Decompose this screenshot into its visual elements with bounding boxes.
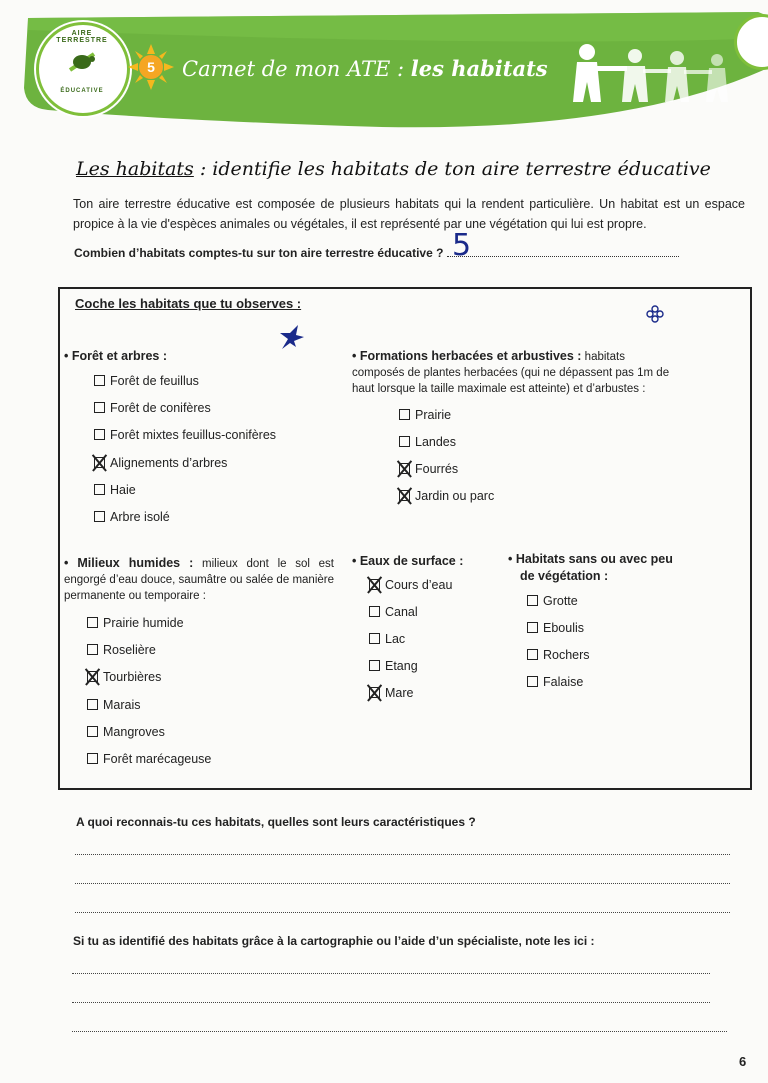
checkbox-label: Landes — [415, 435, 457, 449]
checkbox-icon[interactable] — [94, 375, 105, 386]
checkbox-label: Etang — [385, 659, 418, 673]
checkbox-item[interactable] — [369, 632, 405, 646]
checkbox-item[interactable] — [369, 578, 452, 592]
checkbox-item[interactable] — [527, 675, 583, 689]
checkbox-label: Mare — [385, 686, 414, 700]
checkbox-item[interactable] — [369, 659, 418, 673]
checkbox-label: Cours d’eau — [385, 578, 453, 592]
checkbox-label: Alignements d’arbres — [110, 456, 228, 470]
checkbox-item[interactable] — [527, 594, 578, 608]
checkbox-label: Grotte — [543, 594, 578, 608]
checkbox-item[interactable] — [94, 510, 170, 524]
checkbox-item[interactable] — [369, 686, 413, 700]
checkbox-icon[interactable] — [527, 649, 538, 660]
category-habitats-sans-vegetation: • Habitats sans ou avec peu — [508, 552, 673, 566]
checkbox-item[interactable] — [94, 428, 276, 442]
category-description: milieux dont le sol est engorgé d’eau douce, saumâtre ou salée de manière permanente ou temporaire : — [64, 558, 334, 602]
checkbox-icon[interactable] — [87, 617, 98, 628]
banner-title — [182, 56, 548, 81]
checkbox-icon[interactable] — [87, 699, 98, 710]
checkbox-icon[interactable] — [527, 622, 538, 633]
checkbox-item[interactable] — [87, 643, 156, 657]
checkbox-checked-icon[interactable] — [399, 463, 410, 474]
habitat-count-answer-line[interactable] — [447, 246, 679, 257]
turtle-logo-icon — [66, 46, 98, 78]
checkbox-label: Marais — [103, 698, 141, 712]
category-name: • Milieux humides : — [64, 556, 194, 570]
sun-icon — [128, 44, 174, 90]
checkbox-icon[interactable] — [527, 595, 538, 606]
checkbox-label: Roselière — [103, 643, 156, 657]
page-number: 6 — [739, 1054, 747, 1069]
category-milieux-humides — [64, 555, 334, 604]
checkbox-label: Eboulis — [543, 621, 584, 635]
checkbox-checked-icon[interactable] — [399, 490, 410, 501]
checkbox-label: Tourbières — [103, 670, 162, 684]
checkbox-label: Falaise — [543, 675, 584, 689]
checkbox-icon[interactable] — [87, 726, 98, 737]
checkbox-checked-icon[interactable] — [87, 671, 98, 682]
checkbox-checked-icon[interactable] — [369, 687, 380, 698]
checkbox-label: Forêt de conifères — [110, 401, 211, 415]
checkbox-item[interactable] — [94, 401, 211, 415]
checkbox-item[interactable] — [94, 456, 227, 470]
section-title-underlined: Les habitats — [76, 158, 194, 180]
checkbox-item[interactable] — [87, 616, 184, 630]
checkbox-item[interactable] — [399, 408, 451, 422]
section-title-rest: : identifie les habitats de ton aire terrestre éducative — [193, 158, 711, 180]
flower-doodle-icon — [646, 305, 664, 323]
banner-title-main: les habitats — [410, 56, 548, 81]
category-habitats-sans-vegetation-line2: de végétation : — [520, 569, 609, 583]
star-doodle-icon — [278, 325, 306, 351]
habitat-count-question — [74, 246, 679, 260]
checkbox-item[interactable] — [87, 725, 165, 739]
checkbox-icon[interactable] — [94, 402, 105, 413]
checkbox-label: Haie — [110, 483, 136, 497]
checkbox-icon[interactable] — [399, 436, 410, 447]
answer-line[interactable] — [72, 1002, 710, 1003]
category-formations-herbacees — [352, 348, 678, 397]
logo-text-top: AIRE TERRESTRE — [56, 30, 108, 44]
checkbox-icon[interactable] — [94, 484, 105, 495]
checkbox-icon[interactable] — [94, 511, 105, 522]
people-chain-icon — [565, 44, 765, 104]
checkbox-item[interactable] — [87, 698, 141, 712]
intro-paragraph: Ton aire terrestre éducative est composée de plusieurs habitats qui la rendent particulière. Un habitat est un espace propice à la vie d'espèces animales ou végétales, il est représenté par une végétation qui lui est propre. — [73, 197, 745, 231]
checkbox-item[interactable] — [527, 621, 584, 635]
checkbox-label: Forêt marécageuse — [103, 752, 212, 766]
checkbox-label: Lac — [385, 632, 406, 646]
logo-text-bottom: ÉDUCATIVE — [60, 88, 104, 94]
checkbox-label: Canal — [385, 605, 418, 619]
checkbox-item[interactable] — [369, 605, 418, 619]
checkbox-icon[interactable] — [369, 660, 380, 671]
checkbox-icon[interactable] — [399, 409, 410, 420]
checkbox-label: Forêt de feuillus — [110, 374, 199, 388]
checkbox-icon[interactable] — [369, 633, 380, 644]
category-foret-arbres: • Forêt et arbres : — [64, 349, 168, 363]
answer-line[interactable] — [72, 973, 710, 974]
checkbox-label: Jardin ou parc — [415, 489, 495, 503]
checkbox-item[interactable] — [527, 648, 590, 662]
checkbox-item[interactable] — [399, 462, 458, 476]
checkbox-item[interactable] — [94, 483, 136, 497]
category-eaux-surface: • Eaux de surface : — [352, 554, 464, 568]
category-description: habitats composés de plantes herbacées (qui ne dépassent pas 1m de haut lorsque la taille maximale est atteinte) et d’arbustes : — [352, 351, 670, 395]
checkbox-icon[interactable] — [87, 644, 98, 655]
checkbox-label: Rochers — [543, 648, 590, 662]
checkbox-label: Fourrés — [415, 462, 459, 476]
answer-line[interactable] — [75, 912, 730, 913]
checkbox-label: Mangroves — [103, 725, 165, 739]
checkbox-icon[interactable] — [527, 676, 538, 687]
answer-line[interactable] — [75, 883, 730, 884]
habitat-count-label: Combien d’habitats comptes-tu sur ton aire terrestre éducative ? — [74, 246, 447, 260]
checkbox-checked-icon[interactable] — [94, 457, 105, 468]
section-title — [76, 158, 711, 180]
checkbox-label: Forêt mixtes feuillus-conifères — [110, 428, 277, 442]
characteristics-question: A quoi reconnais-tu ces habitats, quelles sont leurs caractéristiques ? — [76, 815, 476, 829]
checkbox-item[interactable] — [94, 374, 199, 388]
cartography-question: Si tu as identifié des habitats grâce à la cartographie ou l’aide d’un spécialiste, note les ici : — [73, 934, 595, 948]
category-name: • Formations herbacées et arbustives : — [352, 349, 582, 363]
answer-line[interactable] — [75, 854, 730, 855]
checkbox-icon[interactable] — [87, 753, 98, 764]
answer-line[interactable] — [72, 1031, 727, 1032]
checkbox-icon[interactable] — [369, 606, 380, 617]
banner-title-prefix: Carnet de mon ATE : — [182, 57, 411, 81]
checkbox-icon[interactable] — [94, 429, 105, 440]
checkbox-item[interactable] — [87, 752, 211, 766]
checkbox-item[interactable] — [399, 435, 456, 449]
checklist-title: Coche les habitats que tu observes : — [75, 296, 302, 311]
checkbox-item[interactable] — [399, 489, 494, 503]
checkbox-checked-icon[interactable] — [369, 579, 380, 590]
checkbox-item[interactable] — [87, 670, 161, 684]
checkbox-label: Prairie — [415, 408, 452, 422]
habitat-count-answer: 5 — [452, 228, 472, 263]
checkbox-label: Prairie humide — [103, 616, 184, 630]
checkbox-label: Arbre isolé — [110, 510, 170, 524]
chapter-number: 5 — [147, 59, 155, 75]
